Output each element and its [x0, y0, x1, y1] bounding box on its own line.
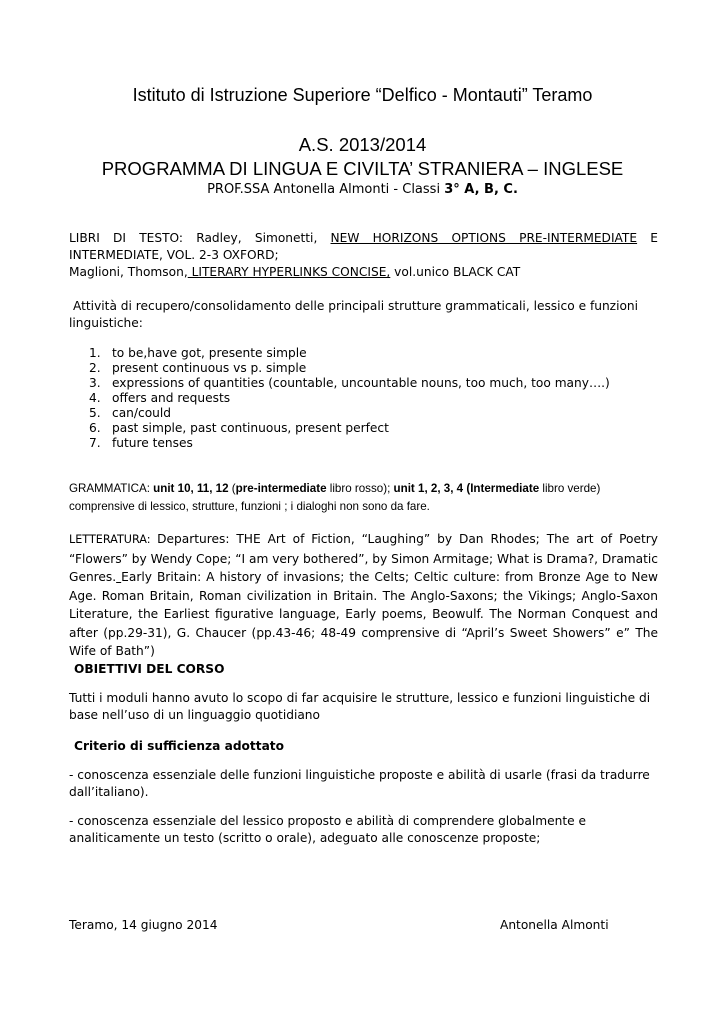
- recovery-list: [69, 346, 658, 451]
- list-item-number: 2.: [89, 361, 101, 375]
- list-item: [69, 406, 658, 421]
- criteria-heading: Criterio di sufficienza adottato: [74, 739, 284, 753]
- list-item-text: offers and requests: [112, 391, 231, 405]
- classes: 3° A, B, C.: [444, 182, 518, 197]
- school-year: A.S. 2013/2014: [298, 134, 427, 155]
- recovery-intro: Attività di recupero/consolidamento delle principali strutture grammaticali, lessico e funzioni linguistiche:: [69, 299, 639, 330]
- list-item-number: 3.: [89, 376, 101, 390]
- list-item-number: 1.: [89, 346, 101, 360]
- textbooks-line-2: INTERMEDIATE, VOL. 2-3 OXFORD;: [69, 248, 279, 262]
- professor-name: PROF.SSA Antonella Almonti - Classi: [207, 182, 445, 197]
- program-title: PROGRAMMA DI LINGUA E CIVILTA’ STRANIERA – INGLESE: [101, 158, 624, 179]
- literature-text: Departures: THE Art of Fiction, “Laughing” by Dan Rhodes; The art of Poetry “Flowers” by Wendy Cope; “I am very bothered”, by Simon Armitage; What is Drama?, Dramatic Genres.: [69, 532, 658, 584]
- list-item-number: 5.: [89, 406, 101, 420]
- signature: Antonella Almonti: [500, 918, 609, 932]
- list-item-text: to be,have got, presente simple: [112, 346, 307, 360]
- list-item-text: future tenses: [112, 436, 193, 450]
- grammar-line-2: comprensive di lessico, strutture, funzioni ; i dialoghi non sono da fare.: [69, 500, 430, 513]
- list-item: [69, 436, 658, 451]
- book1-title: NEW HORIZONS OPTIONS PRE-INTERMEDIATE: [330, 231, 638, 245]
- list-item: [69, 376, 658, 391]
- objectives-heading: OBIETTIVI DEL CORSO: [74, 662, 225, 676]
- literature-label: LETTERATURA:: [69, 533, 158, 546]
- list-item-number: 6.: [89, 421, 101, 435]
- list-item-text: expressions of quantities (countable, uncountable nouns, too much, too many….): [112, 376, 610, 390]
- objectives-text: Tutti i moduli hanno avuto lo scopo di far acquisire le strutture, lessico e funzioni linguistiche di base nell’uso di un linguaggio quotidiano: [69, 691, 651, 722]
- grammar-line-1: GRAMMATICA: unit 10, 11, 12 (pre-intermediate libro rosso); unit 1, 2, 3, 4 (Intermediate libro verde): [69, 482, 601, 495]
- textbooks-section: [69, 230, 658, 281]
- list-item: [69, 361, 658, 376]
- book2-title: LITERARY HYPERLINKS CONCISE,: [187, 265, 391, 279]
- list-item: [69, 391, 658, 406]
- list-item: [69, 421, 658, 436]
- professor-line: [0, 182, 725, 197]
- list-item-number: 7.: [89, 436, 101, 450]
- grammar-section: [69, 480, 658, 516]
- criteria-item-2: - conoscenza essenziale del lessico proposto e abilità di comprendere globalmente e analiticamente un testo (scritto o orale), adeguato alle conoscenze proposte;: [69, 814, 586, 845]
- literature-text-2: Early Britain: A history of invasions; the Celts; Celtic culture: from Bronze Age to New Age. Roman Britain, Roman civilization in Britain. The Anglo-Saxons; the Vikings; Anglo-Saxon Literature, the Earliest figurative language, Early poems, Beowulf. The Norman Conquest and after (pp.29-31), G. Chaucer (pp.43-46; 48-49 comprensive di “April’s Sweet Showers” e” The Wife of Bath”): [69, 570, 658, 658]
- institute-title: Istituto di Istruzione Superiore “Delfico - Montauti” Teramo: [132, 85, 593, 105]
- list-item-text: present continuous vs p. simple: [112, 361, 307, 375]
- criteria-item-1: - conoscenza essenziale delle funzioni linguistiche proposte e abilità di usarle (frasi da tradurre dall’italiano).: [69, 768, 650, 799]
- literature-section: [69, 530, 658, 661]
- list-item-text: can/could: [112, 406, 172, 420]
- textbooks-line-3: Maglioni, Thomson, LITERARY HYPERLINKS CONCISE, vol.unico BLACK CAT: [69, 265, 521, 279]
- list-item-number: 4.: [89, 391, 101, 405]
- place-date: Teramo, 14 giugno 2014: [69, 918, 218, 932]
- list-item: [69, 346, 658, 361]
- textbooks-line-1: LIBRI DI TESTO: Radley, Simonetti, NEW HORIZONS OPTIONS PRE-INTERMEDIATE E: [69, 231, 658, 245]
- list-item-text: past simple, past continuous, present perfect: [112, 421, 389, 435]
